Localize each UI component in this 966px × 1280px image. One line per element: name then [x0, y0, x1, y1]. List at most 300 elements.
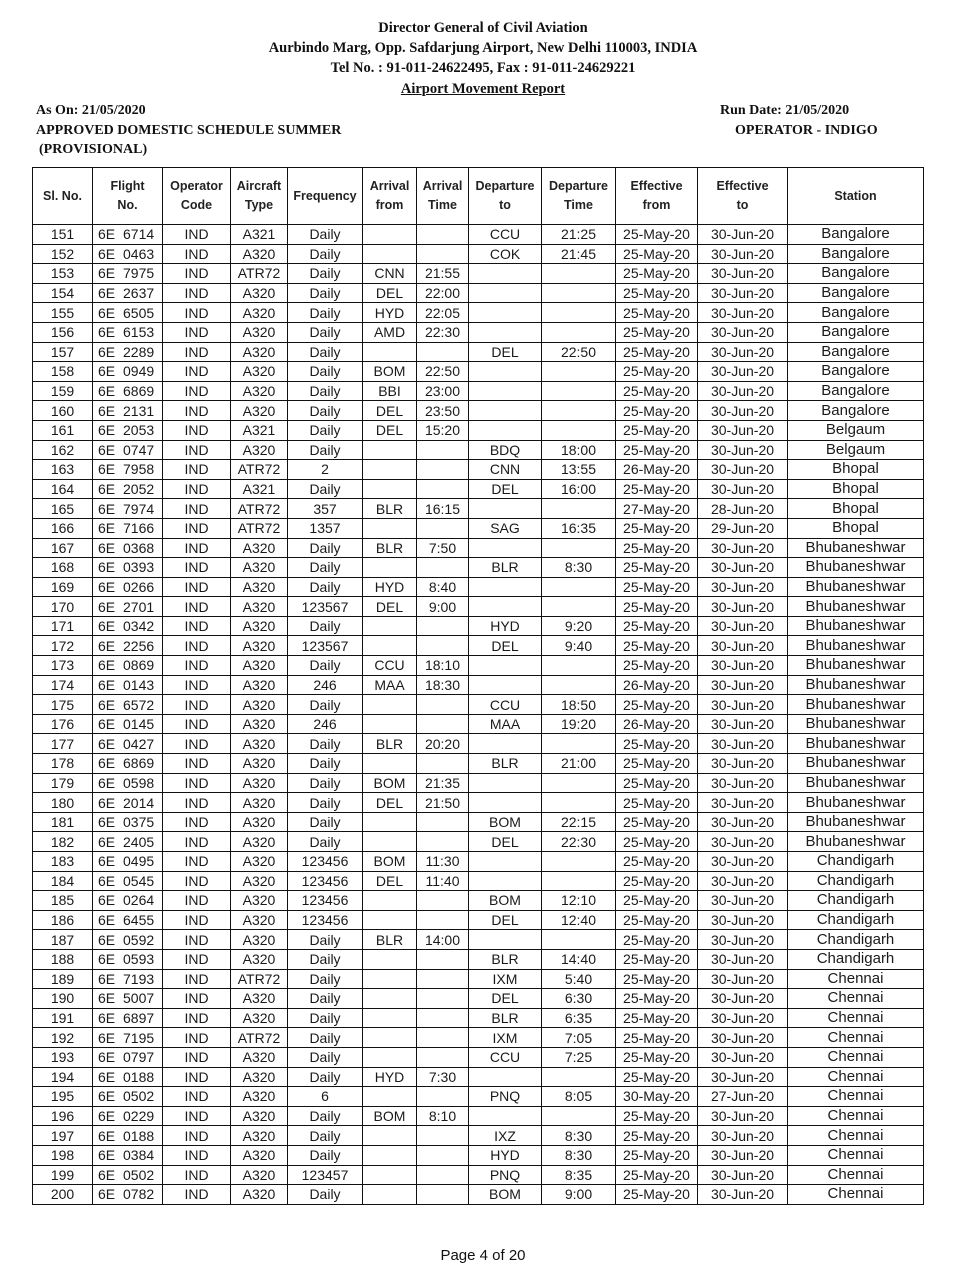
cell-aircraft-type: A320 — [231, 852, 288, 872]
cell-flight-no: 6E 6714 — [93, 225, 163, 245]
cell-flight-no: 6E 0463 — [93, 244, 163, 264]
cell-frequency: 246 — [288, 714, 363, 734]
cell-station: Chandigarh — [788, 852, 924, 872]
table-row — [33, 969, 924, 989]
cell-frequency: Daily — [288, 1145, 363, 1165]
table-header-row — [33, 168, 924, 225]
cell-arrival-from — [363, 479, 417, 499]
cell-effective-to: 30-Jun-20 — [698, 460, 788, 480]
cell-station: Bhubaneshwar — [788, 773, 924, 793]
cell-departure-time: 9:40 — [542, 636, 616, 656]
cell-flight-no: 6E 2701 — [93, 597, 163, 617]
cell-operator-code: IND — [163, 1067, 231, 1087]
cell-effective-from: 25-May-20 — [616, 695, 698, 715]
cell-station: Bangalore — [788, 303, 924, 323]
cell-departure-time — [542, 322, 616, 342]
cell-arrival-from: DEL — [363, 597, 417, 617]
cell-departure-time — [542, 401, 616, 421]
cell-arrival-time: 11:40 — [417, 871, 469, 891]
cell-effective-to: 30-Jun-20 — [698, 1067, 788, 1087]
cell-arrival-from: DEL — [363, 283, 417, 303]
column-header-line1: Effective — [716, 179, 769, 193]
cell-aircraft-type: A320 — [231, 244, 288, 264]
cell-departure-to: BLR — [469, 949, 542, 969]
cell-departure-time — [542, 734, 616, 754]
cell-flight-no: 6E 6897 — [93, 1008, 163, 1028]
table-row — [33, 656, 924, 676]
cell-operator-code: IND — [163, 264, 231, 284]
cell-flight-no: 6E 0545 — [93, 871, 163, 891]
cell-flight-no: 6E 2289 — [93, 342, 163, 362]
cell-sl-no: 187 — [33, 930, 93, 950]
cell-effective-to: 30-Jun-20 — [698, 616, 788, 636]
cell-arrival-time — [417, 1126, 469, 1146]
cell-effective-from: 25-May-20 — [616, 1028, 698, 1048]
cell-arrival-time — [417, 714, 469, 734]
table-row — [33, 852, 924, 872]
cell-sl-no: 183 — [33, 852, 93, 872]
cell-flight-no: 6E 0598 — [93, 773, 163, 793]
cell-station: Bhubaneshwar — [788, 832, 924, 852]
table-row — [33, 283, 924, 303]
cell-station: Belgaum — [788, 420, 924, 440]
cell-operator-code: IND — [163, 754, 231, 774]
cell-departure-to: DEL — [469, 342, 542, 362]
cell-arrival-from — [363, 558, 417, 578]
cell-sl-no: 163 — [33, 460, 93, 480]
cell-arrival-from — [363, 1126, 417, 1146]
cell-operator-code: IND — [163, 871, 231, 891]
cell-station: Bhubaneshwar — [788, 558, 924, 578]
cell-effective-to: 30-Jun-20 — [698, 734, 788, 754]
cell-frequency: 357 — [288, 499, 363, 519]
column-header-line2: Time — [564, 198, 593, 212]
cell-station: Chennai — [788, 969, 924, 989]
cell-station: Bangalore — [788, 381, 924, 401]
cell-frequency: Daily — [288, 381, 363, 401]
cell-effective-from: 25-May-20 — [616, 1067, 698, 1087]
cell-departure-time: 16:35 — [542, 518, 616, 538]
cell-effective-from: 25-May-20 — [616, 832, 698, 852]
cell-effective-to: 30-Jun-20 — [698, 969, 788, 989]
cell-station: Chennai — [788, 1087, 924, 1107]
cell-sl-no: 186 — [33, 910, 93, 930]
cell-effective-from: 25-May-20 — [616, 910, 698, 930]
cell-departure-time: 22:15 — [542, 812, 616, 832]
cell-effective-from: 25-May-20 — [616, 1145, 698, 1165]
cell-operator-code: IND — [163, 518, 231, 538]
cell-arrival-time — [417, 1028, 469, 1048]
cell-sl-no: 185 — [33, 891, 93, 911]
cell-arrival-time: 14:00 — [417, 930, 469, 950]
cell-aircraft-type: A320 — [231, 322, 288, 342]
cell-departure-time: 19:20 — [542, 714, 616, 734]
cell-arrival-time: 9:00 — [417, 597, 469, 617]
cell-station: Bhubaneshwar — [788, 597, 924, 617]
cell-sl-no: 170 — [33, 597, 93, 617]
column-header-line2: to — [736, 198, 749, 212]
cell-operator-code: IND — [163, 910, 231, 930]
cell-operator-code: IND — [163, 793, 231, 813]
table-row — [33, 362, 924, 382]
cell-departure-time — [542, 1067, 616, 1087]
cell-arrival-from: MAA — [363, 675, 417, 695]
cell-departure-to: DEL — [469, 910, 542, 930]
cell-frequency: 123567 — [288, 636, 363, 656]
cell-frequency: Daily — [288, 1185, 363, 1205]
cell-station: Bangalore — [788, 225, 924, 245]
cell-flight-no: 6E 0502 — [93, 1087, 163, 1107]
cell-frequency: Daily — [288, 832, 363, 852]
cell-effective-to: 30-Jun-20 — [698, 1165, 788, 1185]
table-row — [33, 812, 924, 832]
cell-sl-no: 151 — [33, 225, 93, 245]
cell-frequency: Daily — [288, 773, 363, 793]
table-row — [33, 675, 924, 695]
cell-departure-time: 18:50 — [542, 695, 616, 715]
cell-station: Chennai — [788, 1067, 924, 1087]
cell-arrival-from: BLR — [363, 930, 417, 950]
cell-station: Chennai — [788, 1047, 924, 1067]
cell-operator-code: IND — [163, 401, 231, 421]
cell-arrival-from: DEL — [363, 793, 417, 813]
cell-effective-from: 25-May-20 — [616, 558, 698, 578]
cell-departure-time: 8:30 — [542, 1126, 616, 1146]
cell-sl-no: 195 — [33, 1087, 93, 1107]
cell-sl-no: 174 — [33, 675, 93, 695]
cell-aircraft-type: A321 — [231, 479, 288, 499]
cell-arrival-time — [417, 754, 469, 774]
cell-departure-time — [542, 773, 616, 793]
cell-arrival-time: 11:30 — [417, 852, 469, 872]
cell-arrival-time: 22:05 — [417, 303, 469, 323]
cell-departure-to: IXM — [469, 969, 542, 989]
table-row — [33, 871, 924, 891]
cell-station: Chandigarh — [788, 871, 924, 891]
table-row — [33, 832, 924, 852]
cell-effective-from: 25-May-20 — [616, 734, 698, 754]
cell-frequency: 123456 — [288, 910, 363, 930]
cell-departure-time: 13:55 — [542, 460, 616, 480]
cell-flight-no: 6E 2014 — [93, 793, 163, 813]
cell-arrival-time: 7:50 — [417, 538, 469, 558]
cell-aircraft-type: A320 — [231, 989, 288, 1009]
cell-departure-to: PNQ — [469, 1165, 542, 1185]
cell-station: Bhopal — [788, 479, 924, 499]
run-date: Run Date: 21/05/2020 — [720, 103, 850, 118]
cell-flight-no: 6E 2256 — [93, 636, 163, 656]
cell-arrival-from: HYD — [363, 1067, 417, 1087]
cell-effective-from: 25-May-20 — [616, 1165, 698, 1185]
cell-departure-time — [542, 675, 616, 695]
table-row — [33, 1028, 924, 1048]
cell-frequency: 246 — [288, 675, 363, 695]
cell-station: Chennai — [788, 1028, 924, 1048]
cell-aircraft-type: A320 — [231, 1165, 288, 1185]
cell-sl-no: 200 — [33, 1185, 93, 1205]
column-header-arrival-time — [417, 168, 469, 225]
cell-departure-to — [469, 322, 542, 342]
cell-flight-no: 6E 0502 — [93, 1165, 163, 1185]
cell-arrival-from: BLR — [363, 734, 417, 754]
cell-departure-to — [469, 577, 542, 597]
cell-arrival-from: BOM — [363, 773, 417, 793]
cell-effective-from: 25-May-20 — [616, 1047, 698, 1067]
cell-departure-to: BDQ — [469, 440, 542, 460]
cell-departure-time: 7:05 — [542, 1028, 616, 1048]
cell-flight-no: 6E 0188 — [93, 1067, 163, 1087]
org-name: Director General of Civil Aviation — [378, 20, 588, 36]
cell-arrival-from: DEL — [363, 401, 417, 421]
cell-arrival-time — [417, 949, 469, 969]
cell-arrival-time — [417, 1047, 469, 1067]
cell-station: Bhubaneshwar — [788, 656, 924, 676]
cell-sl-no: 177 — [33, 734, 93, 754]
cell-effective-from: 25-May-20 — [616, 401, 698, 421]
cell-flight-no: 6E 0384 — [93, 1145, 163, 1165]
cell-aircraft-type: A321 — [231, 225, 288, 245]
cell-sl-no: 198 — [33, 1145, 93, 1165]
cell-aircraft-type: A320 — [231, 381, 288, 401]
cell-effective-to: 30-Jun-20 — [698, 244, 788, 264]
cell-effective-to: 30-Jun-20 — [698, 832, 788, 852]
cell-station: Bangalore — [788, 264, 924, 284]
cell-arrival-time — [417, 244, 469, 264]
cell-departure-to: CCU — [469, 225, 542, 245]
cell-departure-time — [542, 656, 616, 676]
table-row — [33, 440, 924, 460]
cell-station: Bangalore — [788, 401, 924, 421]
column-header-line1: Arrival — [422, 179, 463, 193]
cell-arrival-from: DEL — [363, 871, 417, 891]
cell-departure-time: 16:00 — [542, 479, 616, 499]
cell-departure-time: 6:35 — [542, 1008, 616, 1028]
cell-effective-to: 29-Jun-20 — [698, 518, 788, 538]
cell-effective-from: 25-May-20 — [616, 420, 698, 440]
cell-aircraft-type: A320 — [231, 754, 288, 774]
cell-station: Chennai — [788, 1126, 924, 1146]
cell-effective-to: 30-Jun-20 — [698, 695, 788, 715]
cell-arrival-time — [417, 1008, 469, 1028]
cell-station: Chandigarh — [788, 949, 924, 969]
cell-effective-from: 25-May-20 — [616, 362, 698, 382]
cell-effective-to: 30-Jun-20 — [698, 577, 788, 597]
org-contact: Tel No. : 91-011-24622495, Fax : 91-011-24629221 — [330, 60, 636, 76]
cell-operator-code: IND — [163, 832, 231, 852]
cell-effective-to: 30-Jun-20 — [698, 891, 788, 911]
cell-effective-to: 30-Jun-20 — [698, 852, 788, 872]
cell-station: Bhopal — [788, 518, 924, 538]
column-header-line1: Operator — [170, 179, 223, 193]
cell-departure-to: CCU — [469, 695, 542, 715]
cell-arrival-time: 23:00 — [417, 381, 469, 401]
cell-sl-no: 182 — [33, 832, 93, 852]
cell-flight-no: 6E 0869 — [93, 656, 163, 676]
cell-flight-no: 6E 0747 — [93, 440, 163, 460]
cell-effective-to: 27-Jun-20 — [698, 1087, 788, 1107]
cell-station: Bhubaneshwar — [788, 675, 924, 695]
cell-aircraft-type: A320 — [231, 1106, 288, 1126]
cell-flight-no: 6E 0143 — [93, 675, 163, 695]
cell-departure-to — [469, 852, 542, 872]
cell-station: Bhubaneshwar — [788, 812, 924, 832]
cell-flight-no: 6E 0393 — [93, 558, 163, 578]
cell-effective-to: 30-Jun-20 — [698, 656, 788, 676]
cell-aircraft-type: A320 — [231, 636, 288, 656]
cell-operator-code: IND — [163, 891, 231, 911]
cell-flight-no: 6E 2052 — [93, 479, 163, 499]
cell-arrival-time: 20:20 — [417, 734, 469, 754]
cell-arrival-time: 7:30 — [417, 1067, 469, 1087]
cell-effective-to: 30-Jun-20 — [698, 1106, 788, 1126]
cell-station: Bhubaneshwar — [788, 734, 924, 754]
cell-sl-no: 180 — [33, 793, 93, 813]
table-row — [33, 342, 924, 362]
cell-operator-code: IND — [163, 342, 231, 362]
cell-sl-no: 197 — [33, 1126, 93, 1146]
cell-frequency: 123456 — [288, 852, 363, 872]
cell-frequency: Daily — [288, 734, 363, 754]
cell-effective-from: 25-May-20 — [616, 479, 698, 499]
cell-arrival-from — [363, 1145, 417, 1165]
cell-arrival-time: 23:50 — [417, 401, 469, 421]
cell-effective-to: 30-Jun-20 — [698, 558, 788, 578]
cell-flight-no: 6E 0229 — [93, 1106, 163, 1126]
cell-departure-to: BOM — [469, 891, 542, 911]
cell-arrival-time — [417, 342, 469, 362]
cell-arrival-from — [363, 616, 417, 636]
cell-departure-time — [542, 930, 616, 950]
column-header-line1: Effective — [630, 179, 683, 193]
cell-effective-to: 30-Jun-20 — [698, 420, 788, 440]
table-row — [33, 1008, 924, 1028]
cell-aircraft-type: A321 — [231, 420, 288, 440]
table-row — [33, 636, 924, 656]
cell-operator-code: IND — [163, 597, 231, 617]
cell-flight-no: 6E 0797 — [93, 1047, 163, 1067]
cell-flight-no: 6E 0495 — [93, 852, 163, 872]
cell-aircraft-type: A320 — [231, 577, 288, 597]
cell-flight-no: 6E 0264 — [93, 891, 163, 911]
column-header-departure-to — [469, 168, 542, 225]
cell-flight-no: 6E 6869 — [93, 381, 163, 401]
cell-station: Bangalore — [788, 244, 924, 264]
cell-departure-time: 9:00 — [542, 1185, 616, 1205]
cell-aircraft-type: ATR72 — [231, 1028, 288, 1048]
cell-effective-to: 30-Jun-20 — [698, 283, 788, 303]
cell-frequency: 123567 — [288, 597, 363, 617]
column-header-departure-time — [542, 168, 616, 225]
cell-frequency: Daily — [288, 1028, 363, 1048]
table-row — [33, 754, 924, 774]
cell-effective-from: 25-May-20 — [616, 1126, 698, 1146]
cell-frequency: Daily — [288, 930, 363, 950]
column-header-station — [788, 168, 924, 225]
cell-effective-from: 25-May-20 — [616, 440, 698, 460]
cell-effective-from: 25-May-20 — [616, 597, 698, 617]
cell-departure-time — [542, 597, 616, 617]
cell-frequency: Daily — [288, 1047, 363, 1067]
cell-aircraft-type: A320 — [231, 675, 288, 695]
cell-departure-time — [542, 283, 616, 303]
cell-effective-to: 30-Jun-20 — [698, 1047, 788, 1067]
cell-departure-time — [542, 264, 616, 284]
cell-effective-from: 25-May-20 — [616, 244, 698, 264]
cell-sl-no: 189 — [33, 969, 93, 989]
table-row — [33, 695, 924, 715]
cell-effective-from: 30-May-20 — [616, 1087, 698, 1107]
cell-arrival-time: 16:15 — [417, 499, 469, 519]
cell-sl-no: 162 — [33, 440, 93, 460]
cell-sl-no: 167 — [33, 538, 93, 558]
cell-operator-code: IND — [163, 969, 231, 989]
cell-departure-to: DEL — [469, 989, 542, 1009]
cell-operator-code: IND — [163, 1145, 231, 1165]
table-row — [33, 930, 924, 950]
cell-departure-to: DEL — [469, 479, 542, 499]
column-header-flight-no — [93, 168, 163, 225]
cell-arrival-from: CCU — [363, 656, 417, 676]
cell-flight-no: 6E 7958 — [93, 460, 163, 480]
cell-frequency: Daily — [288, 1126, 363, 1146]
cell-effective-from: 25-May-20 — [616, 518, 698, 538]
table-row — [33, 322, 924, 342]
schedule-table — [32, 167, 924, 1205]
cell-aircraft-type: A320 — [231, 303, 288, 323]
cell-sl-no: 176 — [33, 714, 93, 734]
table-row — [33, 303, 924, 323]
cell-station: Bhubaneshwar — [788, 793, 924, 813]
column-header-line1: Station — [834, 188, 877, 203]
cell-sl-no: 157 — [33, 342, 93, 362]
cell-sl-no: 155 — [33, 303, 93, 323]
cell-frequency: Daily — [288, 656, 363, 676]
cell-departure-time: 21:25 — [542, 225, 616, 245]
cell-departure-time: 7:25 — [542, 1047, 616, 1067]
cell-departure-to: CCU — [469, 1047, 542, 1067]
cell-station: Bangalore — [788, 283, 924, 303]
column-header-aircraft-type — [231, 168, 288, 225]
cell-effective-to: 28-Jun-20 — [698, 499, 788, 519]
cell-sl-no: 171 — [33, 616, 93, 636]
cell-effective-to: 30-Jun-20 — [698, 1126, 788, 1146]
table-row — [33, 499, 924, 519]
cell-departure-time — [542, 538, 616, 558]
cell-aircraft-type: A320 — [231, 1185, 288, 1205]
cell-frequency: Daily — [288, 754, 363, 774]
cell-arrival-from: BOM — [363, 852, 417, 872]
cell-departure-to: IXM — [469, 1028, 542, 1048]
cell-effective-to: 30-Jun-20 — [698, 1028, 788, 1048]
cell-effective-from: 25-May-20 — [616, 616, 698, 636]
cell-sl-no: 190 — [33, 989, 93, 1009]
cell-sl-no: 166 — [33, 518, 93, 538]
cell-arrival-time — [417, 558, 469, 578]
cell-aircraft-type: A320 — [231, 538, 288, 558]
cell-frequency: Daily — [288, 538, 363, 558]
cell-arrival-from: AMD — [363, 322, 417, 342]
cell-aircraft-type: A320 — [231, 1067, 288, 1087]
cell-flight-no: 6E 6455 — [93, 910, 163, 930]
cell-departure-to — [469, 1067, 542, 1087]
cell-flight-no: 6E 0593 — [93, 949, 163, 969]
cell-flight-no: 6E 7166 — [93, 518, 163, 538]
column-header-line1: Departure — [548, 179, 609, 193]
cell-effective-to: 30-Jun-20 — [698, 401, 788, 421]
cell-operator-code: IND — [163, 499, 231, 519]
cell-effective-to: 30-Jun-20 — [698, 989, 788, 1009]
cell-frequency: Daily — [288, 1008, 363, 1028]
